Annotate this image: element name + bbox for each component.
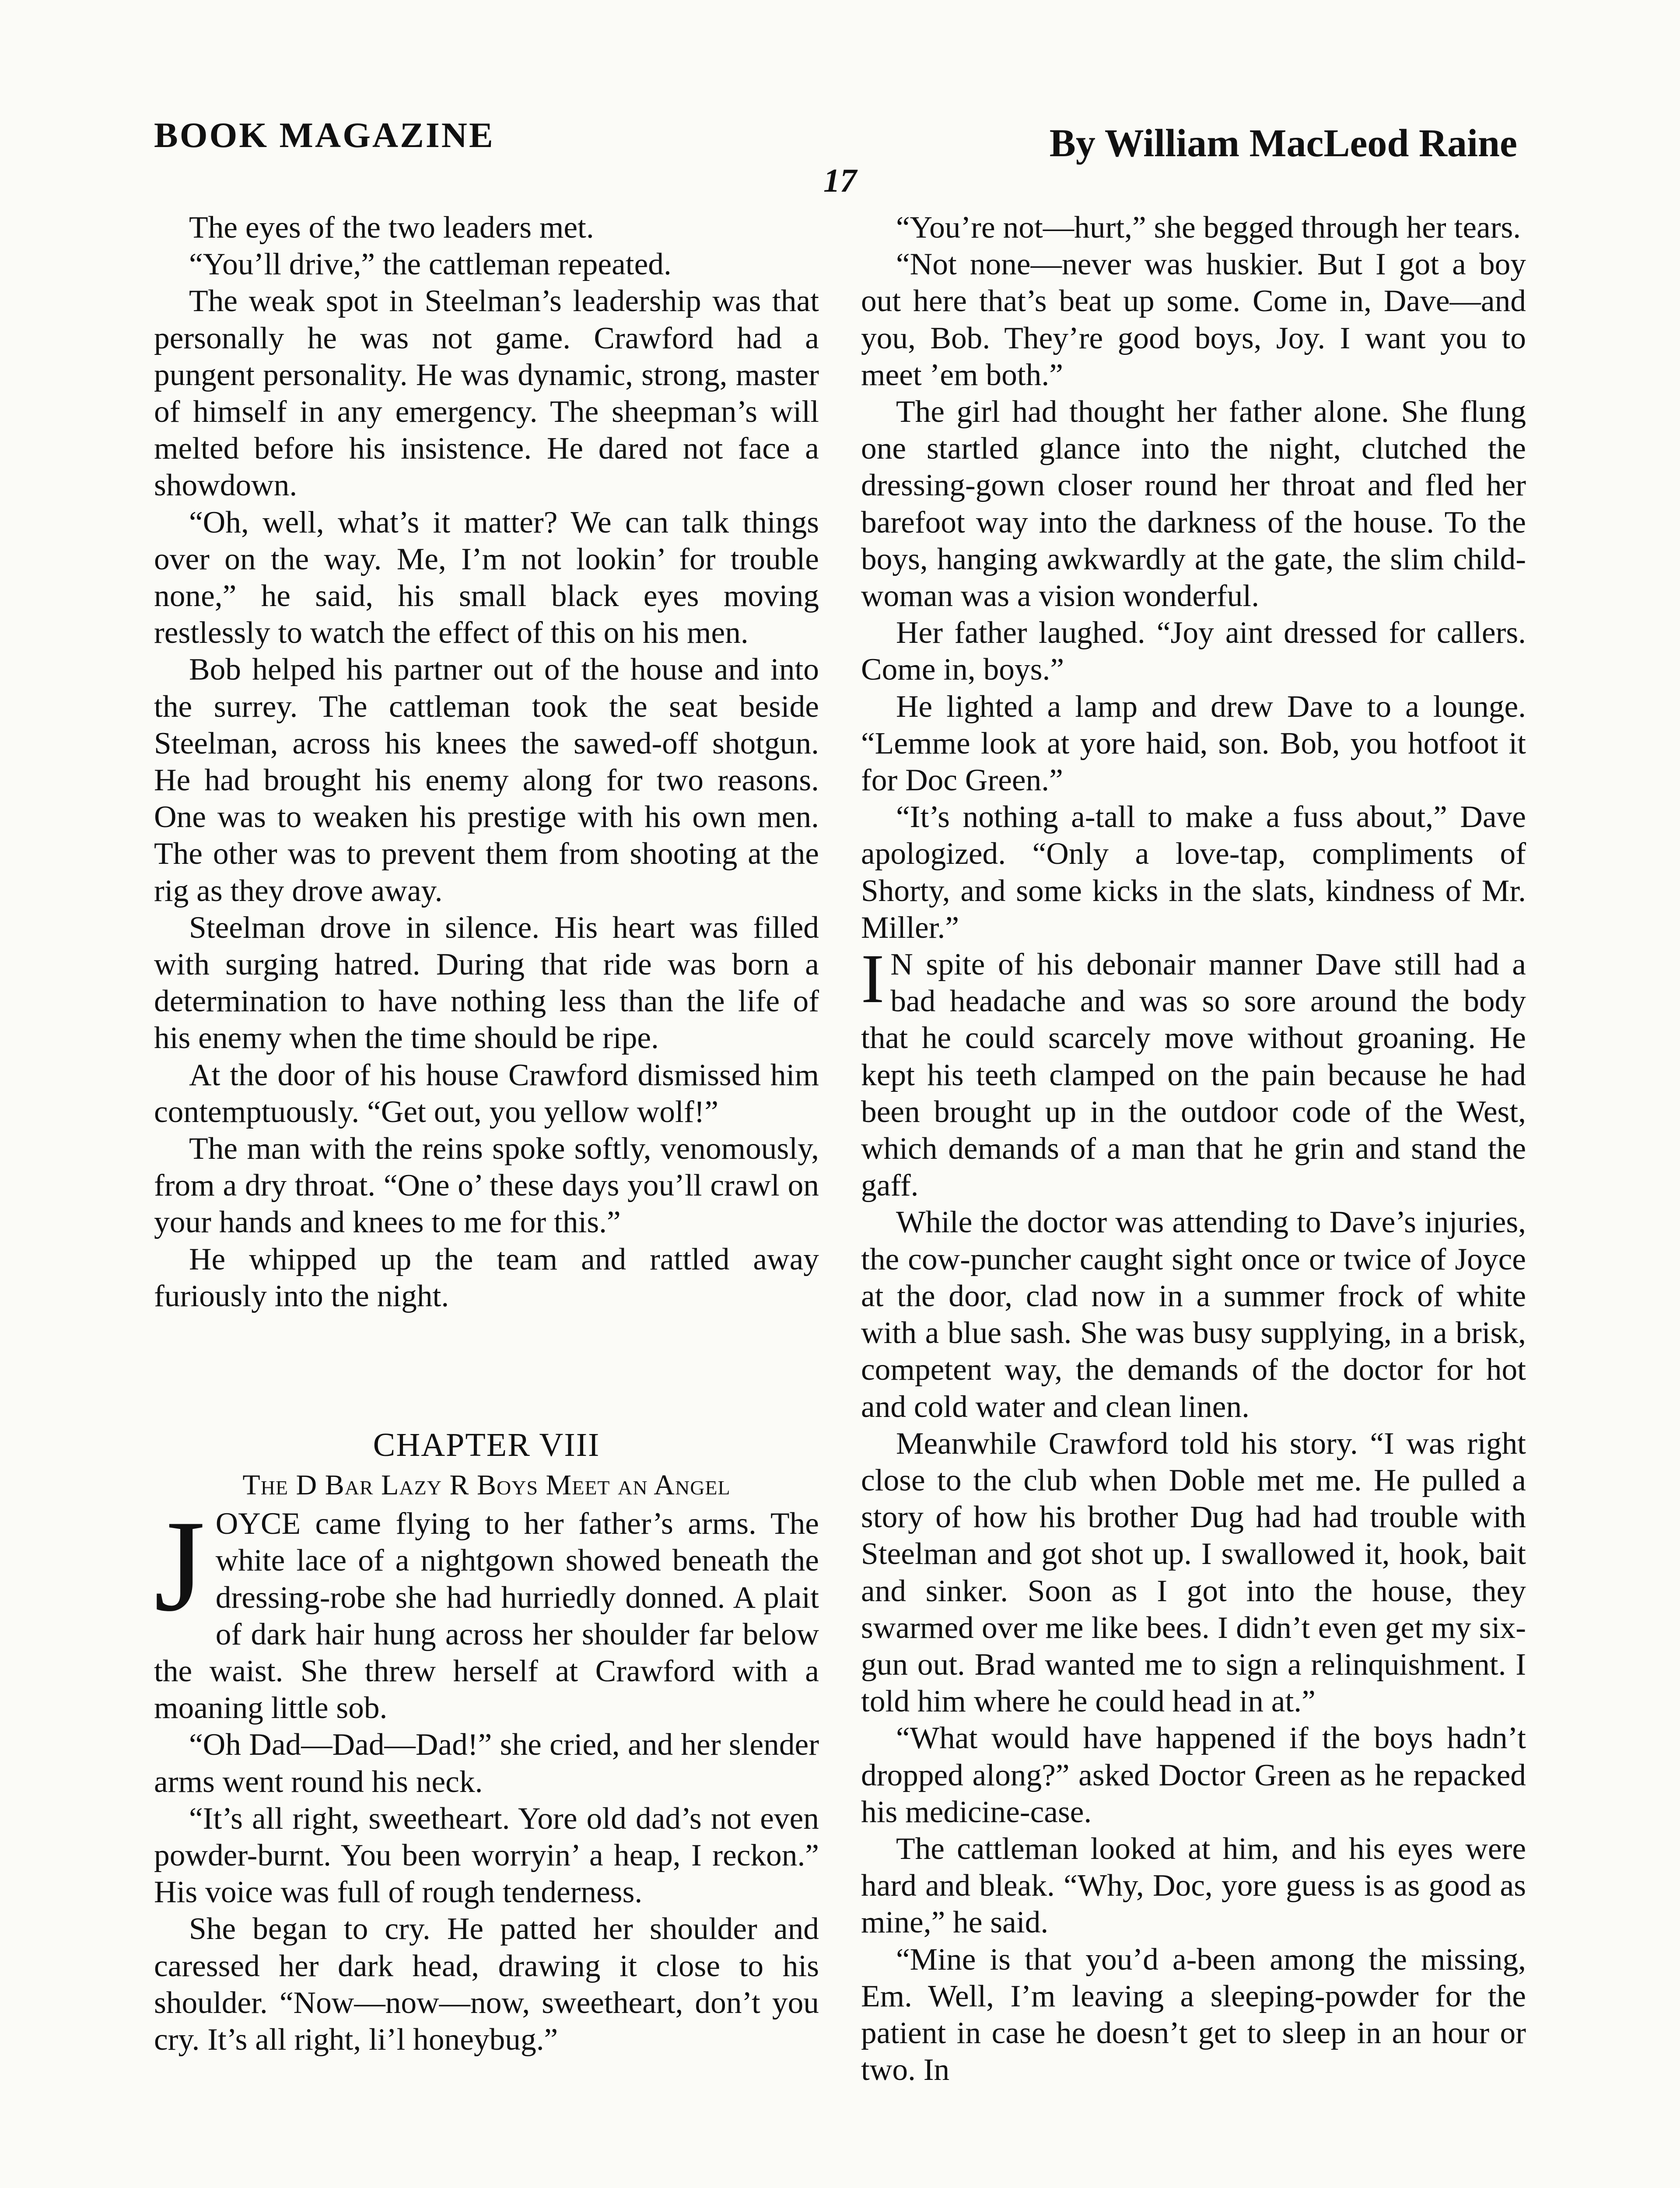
drop-cap: I [861, 940, 885, 1018]
paragraph: The cattleman looked at him, and his eyes were hard and bleak. “Why, Doc, yore guess is as good as mine,” he said. [861, 1831, 1526, 1940]
right-column [861, 209, 1526, 2088]
opening-text: OYCE came flying to her father’s arms. The white lace of a nightgown showed beneath the dressing-robe she had hurriedly donned. A plait of dark hair hung across her shoulder far below the waist. She threw herself at Crawford with a moaning little sob. [154, 1506, 819, 1725]
paragraph: “It’s all right, sweetheart. Yore old dad’s not even powder-burnt. You been worryin’ a heap, I reckon.” His voice was full of rough tenderness. [154, 1801, 819, 1910]
page-number: 17 [823, 162, 857, 199]
paragraph: Bob helped his partner out of the house and into the surrey. The cattleman took the seat beside Steelman, across his knees the sawed-off shotgun. He had brought his enemy along for two reasons. One was to weaken his prestige with his own men. The other was to prevent them from shooting at the rig as they drove away. [154, 652, 819, 908]
paragraph: “Oh Dad—Dad—Dad!” she cried, and her slender arms went round his neck. [154, 1727, 819, 1799]
paragraph: He lighted a lamp and drew Dave to a lounge. “Lemme look at yore haid, son. Bob, you hotfoot it for Doc Green.” [861, 689, 1526, 798]
paragraph: The man with the reins spoke softly, venomously, from a dry throat. “One o’ these days you’ll crawl on your hands and knees to me for this.” [154, 1131, 819, 1240]
header-left-title: BOOK MAGAZINE [154, 115, 495, 155]
paragraph: He whipped up the team and rattled away furiously into the night. [154, 1241, 819, 1313]
paragraph: “Oh, well, what’s it matter? We can talk things over on the way. Me, I’m not lookin’ for trouble none,” he said, his small black eyes moving restlessly to watch the effect of this on his men. [154, 505, 819, 650]
paragraph: Meanwhile Crawford told his story. “I was right close to the club when Doble met me. He pulled a story of how his brother Dug had had trouble with Steelman and got shot up. I swallowed it, hook, bait and sinker. Soon as I got into the house, they swarmed over me like bees. I didn’t even get my six-gun out. Brad wanted me to sign a relinquishment. I told him where he could head in at.” [861, 1426, 1526, 1719]
section-opening-text: N spite of his debonair manner Dave still had a bad headache and was so sore around the body that he could scarcely move without groaning. He kept his teeth clamped on the pain because he had been brought up in the outdoor code of the West, which demands of a man that he grin and stand the gaff. [861, 947, 1526, 1203]
paragraph: “You’re not—hurt,” she begged through her tears. [896, 210, 1521, 245]
paragraph: “Not none—never was huskier. But I got a boy out here that’s beat up some. Come in, Dave—and you, Bob. They’re good boys, Joy. I want you to meet ’em both.” [861, 247, 1526, 392]
paragraph: While the doctor was attending to Dave’s injuries, the cow-puncher caught sight once or twice of Joyce at the door, clad now in a summer frock of white with a blue sash. She was busy supplying, in a brisk, competent way, the demands of the doctor for hot and cold water and clean linen. [861, 1205, 1526, 1424]
paragraph: Her father laughed. “Joy aint dressed for callers. Come in, boys.” [861, 615, 1526, 687]
chapter-heading [154, 1425, 819, 1505]
paragraph: She began to cry. He patted her shoulder and caressed her dark head, drawing it close to his shoulder. “Now—now—now, sweetheart, don’t you cry. It’s all right, li’l honeybug.” [154, 1911, 819, 2057]
paragraph: “You’ll drive,” the cattleman repeated. [189, 247, 672, 282]
chapter-opening-paragraph [154, 1493, 819, 1726]
right-paragraphs-after [861, 1204, 1526, 2088]
header-author: By William MacLeod Raine [1049, 122, 1517, 165]
paragraph: “Mine is that you’d a-been among the missing, Em. Well, I’m leaving a sleeping-powder for the patient in case he doesn’t get to sleep in an hour or two. In [861, 1942, 1526, 2087]
left-paragraphs-after [154, 1726, 819, 2058]
paragraph: “What would have happened if the boys hadn’t dropped along?” asked Doctor Green as he repacked his medicine-case. [861, 1721, 1526, 1829]
paragraph: The girl had thought her father alone. She flung one startled glance into the night, clutched the dressing-gown closer round her throat and fled her barefoot way into the darkness of the house. To the boys, hanging awkwardly at the gate, the slim child-woman was a vision wonderful. [861, 394, 1526, 614]
drop-cap: J [154, 1493, 205, 1639]
left-paragraphs-before [154, 209, 819, 1315]
chapter-title: CHAPTER VIII [373, 1427, 600, 1464]
right-paragraphs-before [861, 209, 1526, 946]
paragraph: The weak spot in Steelman’s leadership was that personally he was not game. Crawford had a pungent personality. He was dynamic, strong, master of himself in any emergency. The sheepman’s will melted before his insistence. He dared not face a showdown. [154, 284, 819, 503]
paragraph: “It’s nothing a-tall to make a fuss about,” Dave apologized. “Only a love-tap, compliments of Shorty, and some kicks in the slats, kindness of Mr. Miller.” [861, 799, 1526, 945]
paragraph: The eyes of the two leaders met. [189, 210, 594, 245]
paragraph: Steelman drove in silence. His heart was filled with surging hatred. During that ride was born a determination to have nothing less than the life of his enemy when the time should be ripe. [154, 910, 819, 1055]
paragraph: At the door of his house Crawford dismissed him contemptuously. “Get out, you yellow wolf!” [154, 1057, 819, 1129]
left-column [154, 209, 819, 2058]
chapter-subtitle: The D Bar Lazy R Boys Meet an Angel [242, 1469, 731, 1501]
section-opening-paragraph [861, 940, 1526, 1204]
